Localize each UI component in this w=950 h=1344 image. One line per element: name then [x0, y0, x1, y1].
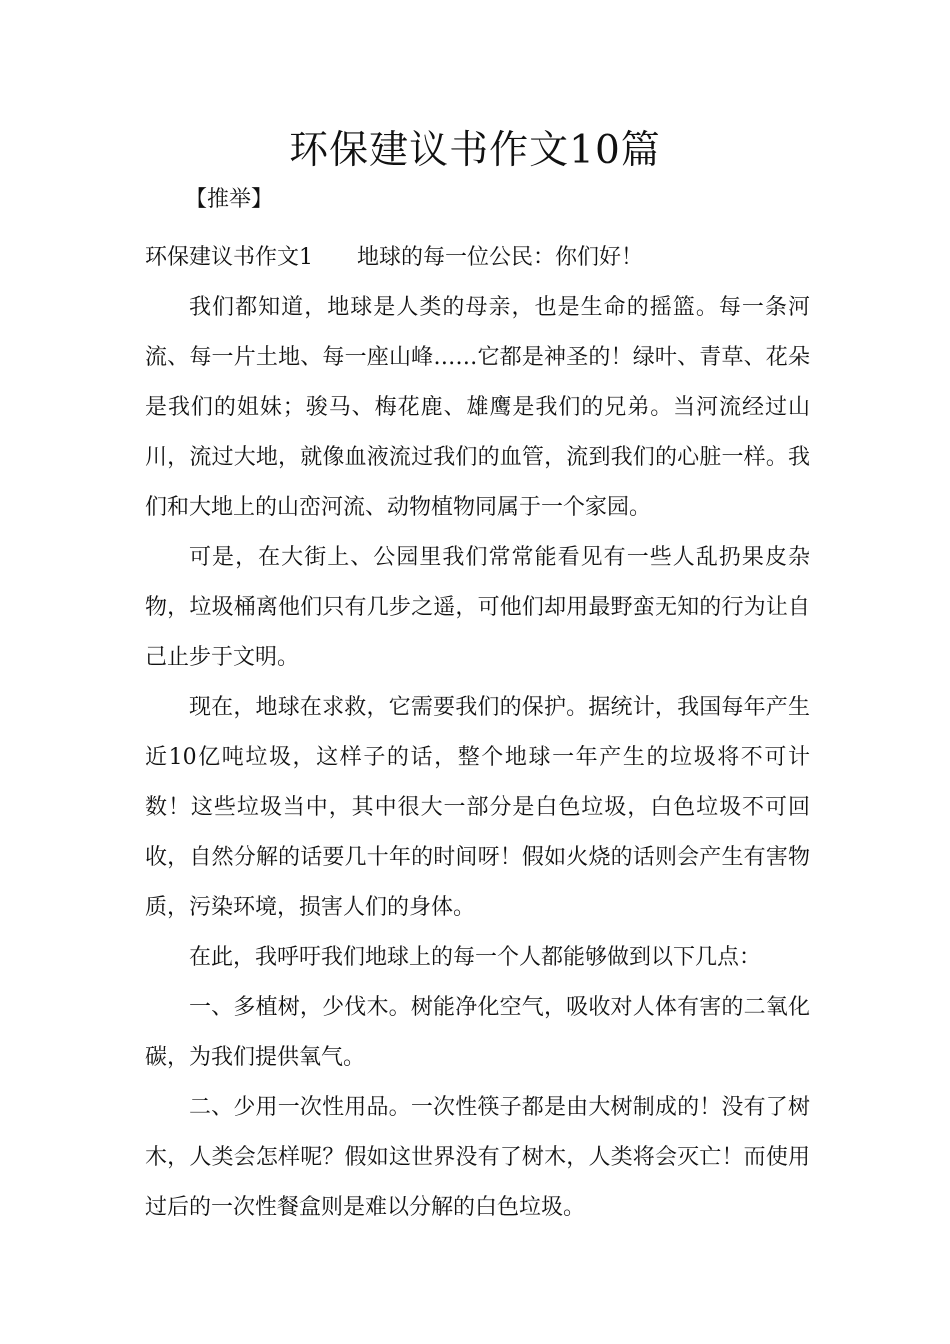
greeting-text: 地球的每一位公民：你们好！ — [357, 245, 644, 270]
body-paragraph: 在此，我呼吁我们地球上的每一个人都能够做到以下几点： — [189, 945, 762, 970]
recommend-tag: 【推举】 — [185, 187, 274, 212]
essay-heading-line — [145, 233, 810, 283]
body-paragraph: 二、少用一次性用品。一次性筷子都是由大树制成的！没有了树木，人类会怎样呢？假如这世界没有了树木，人类将会灭亡！而使用过后的一次性餐盒则是难以分解的白色垃圾。 — [145, 1095, 810, 1220]
body-paragraph: 可是，在大街上、公园里我们常常能看见有一些人乱扔果皮杂物，垃圾桶离他们只有几步之遥，可他们却用最野蛮无知的行为让自己止步于文明。 — [145, 545, 810, 670]
body-paragraph: 一、多植树，少伐木。树能净化空气，吸收对人体有害的二氧化碳，为我们提供氧气。 — [145, 995, 810, 1070]
body-paragraph: 现在，地球在求救，它需要我们的保护。据统计，我国每年产生近10亿吨垃圾，这样子的话，整个地球一年产生的垃圾将不可计数！这些垃圾当中，其中很大一部分是白色垃圾，白色垃圾不可回收，自然分解的话要几十年的时间呀！假如火烧的话则会产生有害物质，污染环境，损害人们的身体。 — [145, 695, 810, 920]
body-paragraph: 我们都知道，地球是人类的母亲，也是生命的摇篮。每一条河流、每一片土地、每一座山峰……它都是神圣的！绿叶、青草、花朵是我们的姐妹；骏马、梅花鹿、雄鹰是我们的兄弟。当河流经过山川，流过大地，就像血液流过我们的血管，流到我们的心脏一样。我们和大地上的山峦河流、动物植物同属于一个家园。 — [145, 295, 810, 520]
essay-heading-label: 环保建议书作文1 — [145, 245, 313, 270]
document-body — [145, 233, 810, 1233]
document-title: 环保建议书作文10篇 — [289, 128, 661, 173]
